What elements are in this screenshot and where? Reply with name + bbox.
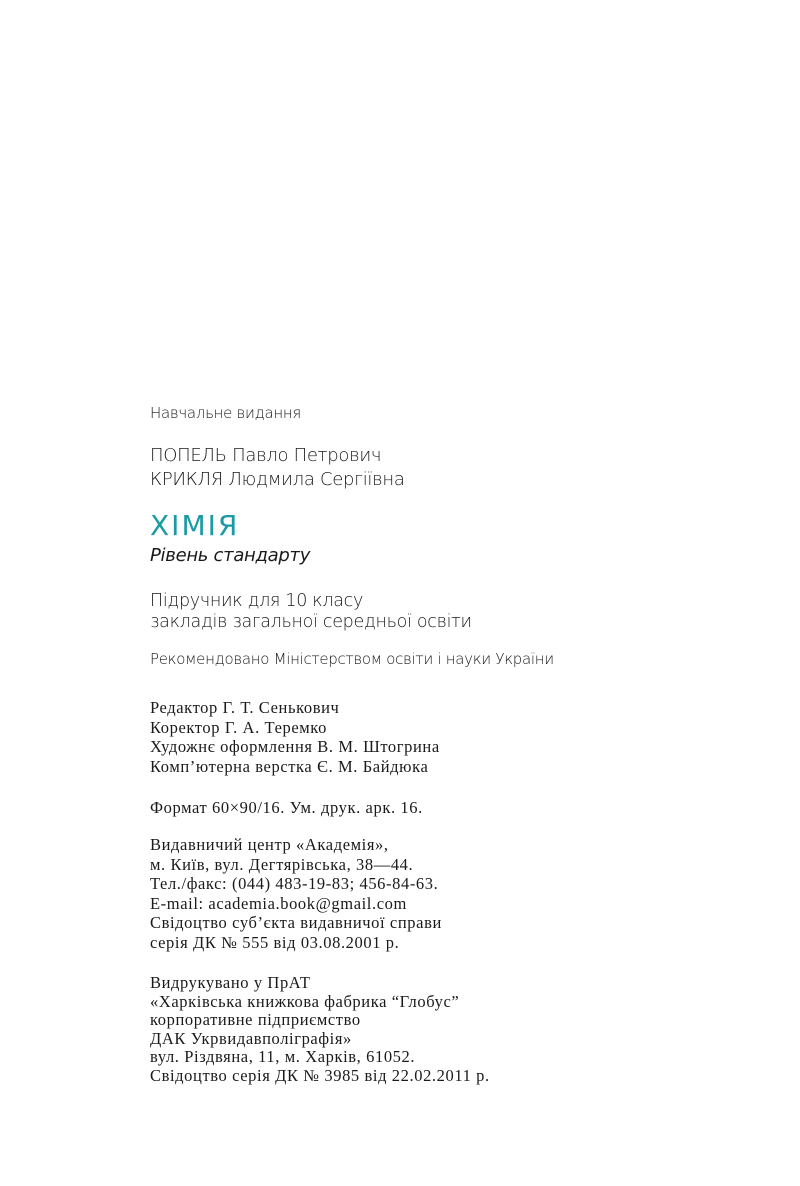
credit-line: Художнє оформлення В. М. Штогрина xyxy=(150,737,440,756)
credits xyxy=(150,698,440,776)
publisher-line: E-mail: academia.book@gmail.com xyxy=(150,893,407,913)
author-name: ПОПЕЛЬ Павло Петрович xyxy=(150,445,382,466)
authors xyxy=(150,444,405,492)
level-subtitle: Рівень стандарту xyxy=(150,545,311,566)
publisher-line: Свідоцтво суб’єкта видавничої справи xyxy=(150,913,442,932)
publisher-line: Видавничий центр «Академія», xyxy=(150,835,389,854)
purpose-line: Підручник для 10 класу xyxy=(150,591,364,611)
edition-type: Навчальне видання xyxy=(150,404,301,422)
credit-line: Комп’ютерна верстка Є. М. Байдюка xyxy=(150,756,429,776)
printer-line: вул. Різдвяна, 11, м. Харків, 61052. xyxy=(150,1047,416,1066)
publisher-line: м. Київ, вул. Дегтярівська, 38—44. xyxy=(150,854,414,874)
printer-line: Видрукувано у ПрАТ xyxy=(150,973,311,992)
publisher-line: серія ДК № 555 від 03.08.2001 р. xyxy=(150,932,400,952)
publisher-info xyxy=(150,835,442,952)
printer-line: Свідоцтво серія ДК № 3985 від 22.02.2011 р. xyxy=(150,1065,490,1085)
purpose xyxy=(150,591,472,633)
credit-line: Коректор Г. А. Теремко xyxy=(150,717,327,737)
purpose-line: закладів загальної середньої освіти xyxy=(150,612,472,632)
author-name: КРИКЛЯ Людмила Сергіївна xyxy=(150,469,405,490)
format-info: Формат 60×90/16. Ум. друк. арк. 16. xyxy=(150,798,423,817)
printer-info xyxy=(150,974,490,1085)
credit-line: Редактор Г. Т. Сенькович xyxy=(150,698,340,717)
printer-line: корпоративне підприємство xyxy=(150,1010,361,1029)
recommendation: Рекомендовано Міністерством освіти і науки України xyxy=(150,650,554,668)
publisher-line: Тел./факс: (044) 483-19-83; 456-84-63. xyxy=(150,874,439,893)
printer-line: «Харківська книжкова фабрика “Глобус” xyxy=(150,991,460,1011)
book-title: ХІМІЯ xyxy=(150,509,240,542)
printer-line: ДАК Укрвидавполіграфія» xyxy=(150,1028,352,1048)
